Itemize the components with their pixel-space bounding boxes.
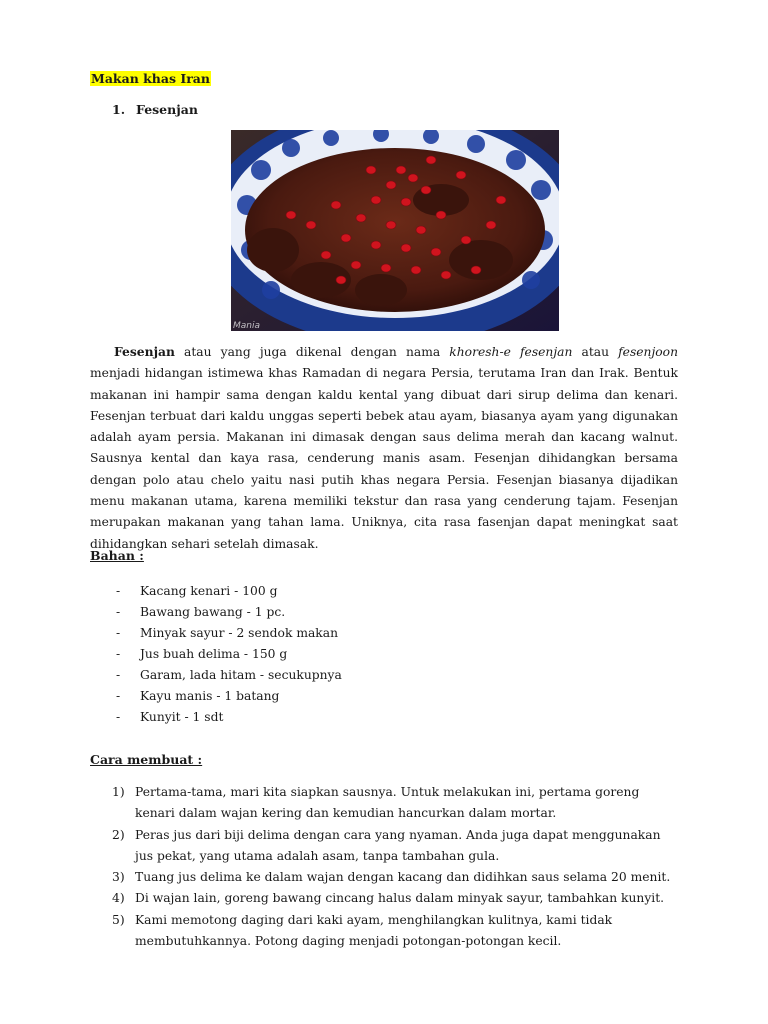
intro-text-1: atau yang juga dikenal dengan nama — [174, 345, 450, 359]
intro-alt-name-1: khoresh-e fesenjan — [449, 345, 573, 359]
bullet: - — [116, 710, 121, 724]
step-number: 5) — [112, 912, 125, 927]
list-item — [112, 583, 342, 604]
list-item — [112, 888, 672, 909]
list-item — [112, 604, 342, 625]
list-item — [112, 646, 342, 667]
ingredient-text: Jus buah delima - 150 g — [140, 647, 288, 661]
ingredient-text: Kunyit - 1 sdt — [140, 710, 224, 724]
section-number: 1. — [112, 102, 126, 117]
document-title: Makan khas Iran — [91, 71, 210, 86]
list-item — [112, 625, 342, 646]
bullet: - — [116, 605, 121, 619]
step-text: Tuang jus delima ke dalam wajan dengan kacang dan didihkan saus selama 20 menit. — [135, 870, 671, 885]
ingredient-text: Kayu manis - 1 batang — [140, 689, 280, 703]
step-text: Peras jus dari biji delima dengan cara yang nyaman. Anda juga dapat menggunakan jus pekat, yang utama adalah asam, tanpa tambahan gula. — [135, 827, 661, 863]
list-item — [112, 825, 672, 868]
method-steps — [112, 782, 672, 952]
step-text: Pertama-tama, mari kita siapkan sausnya. Untuk melakukan ini, pertama goreng kenari dalam wajan kering dan kemudian hancurkan dalam mortar. — [135, 785, 640, 821]
bullet: - — [116, 668, 121, 682]
bullet: - — [116, 626, 121, 640]
photo-watermark: Mania — [233, 321, 260, 331]
list-item — [112, 709, 342, 730]
step-text: Kami memotong daging dari kaki ayam, menghilangkan kulitnya, kami tidak membutuhkannya. Potong daging menjadi potongan-potongan kecil. — [135, 912, 613, 949]
step-number: 3) — [112, 870, 125, 885]
intro-alt-name-2: fesenjoon — [618, 345, 678, 359]
section-title: Fesenjan — [136, 102, 198, 117]
intro-term: Fesenjan — [114, 344, 175, 359]
list-item — [112, 782, 672, 825]
bullet: - — [116, 647, 121, 661]
fesenjan-photo — [231, 130, 559, 331]
section-heading — [112, 102, 198, 117]
intro-text-2: atau — [572, 345, 619, 359]
method-heading: Cara membuat : — [90, 752, 203, 767]
step-number: 1) — [112, 785, 125, 799]
list-item — [112, 910, 672, 953]
fesenjan-illustration — [231, 130, 559, 331]
step-number: 2) — [112, 827, 125, 842]
intro-paragraph — [90, 341, 678, 555]
list-item — [112, 667, 342, 688]
ingredient-text: Minyak sayur - 2 sendok makan — [140, 626, 339, 640]
ingredients-heading: Bahan : — [90, 548, 144, 563]
ingredient-text: Garam, lada hitam - secukupnya — [140, 668, 342, 682]
step-text: Di wajan lain, goreng bawang cincang halus dalam minyak sayur, tambahkan kunyit. — [135, 891, 665, 906]
intro-text-3: menjadi hidangan istimewa khas Ramadan di negara Persia, terutama Iran dan Irak. Bentuk makanan ini hampir sama dengan kaldu kental yang dibuat dari sirup delima dan kenari. Fesenjan terbuat dari kaldu unggas seperti bebek atau ayam, biasanya ayam yang digunakan adalah ayam persia. Makanan ini dimasak dengan saus delima merah dan kacang walnut. Sausnya kental dan kaya rasa, cenderung manis asam. Fesenjan dihidangkan bersama dengan polo atau chelo yaitu nasi putih khas negara Persia. Fesenjan biasanya dijadikan menu makanan utama, karena memiliki tekstur dan rasa yang cenderung tajam. Fesenjan merupakan makanan yang tahan lama. Uniknya, cita rasa fasenjan dapat meningkat saat dihidangkan sehari setelah dimasak. — [90, 366, 678, 551]
bullet: - — [116, 584, 121, 598]
ingredient-text: Bawang bawang - 1 pc. — [140, 605, 286, 619]
ingredients-list — [112, 583, 342, 730]
ingredient-text: Kacang kenari - 100 g — [140, 584, 278, 598]
list-item — [112, 688, 342, 709]
list-item — [112, 867, 672, 888]
bullet: - — [116, 689, 121, 703]
step-number: 4) — [112, 891, 125, 906]
